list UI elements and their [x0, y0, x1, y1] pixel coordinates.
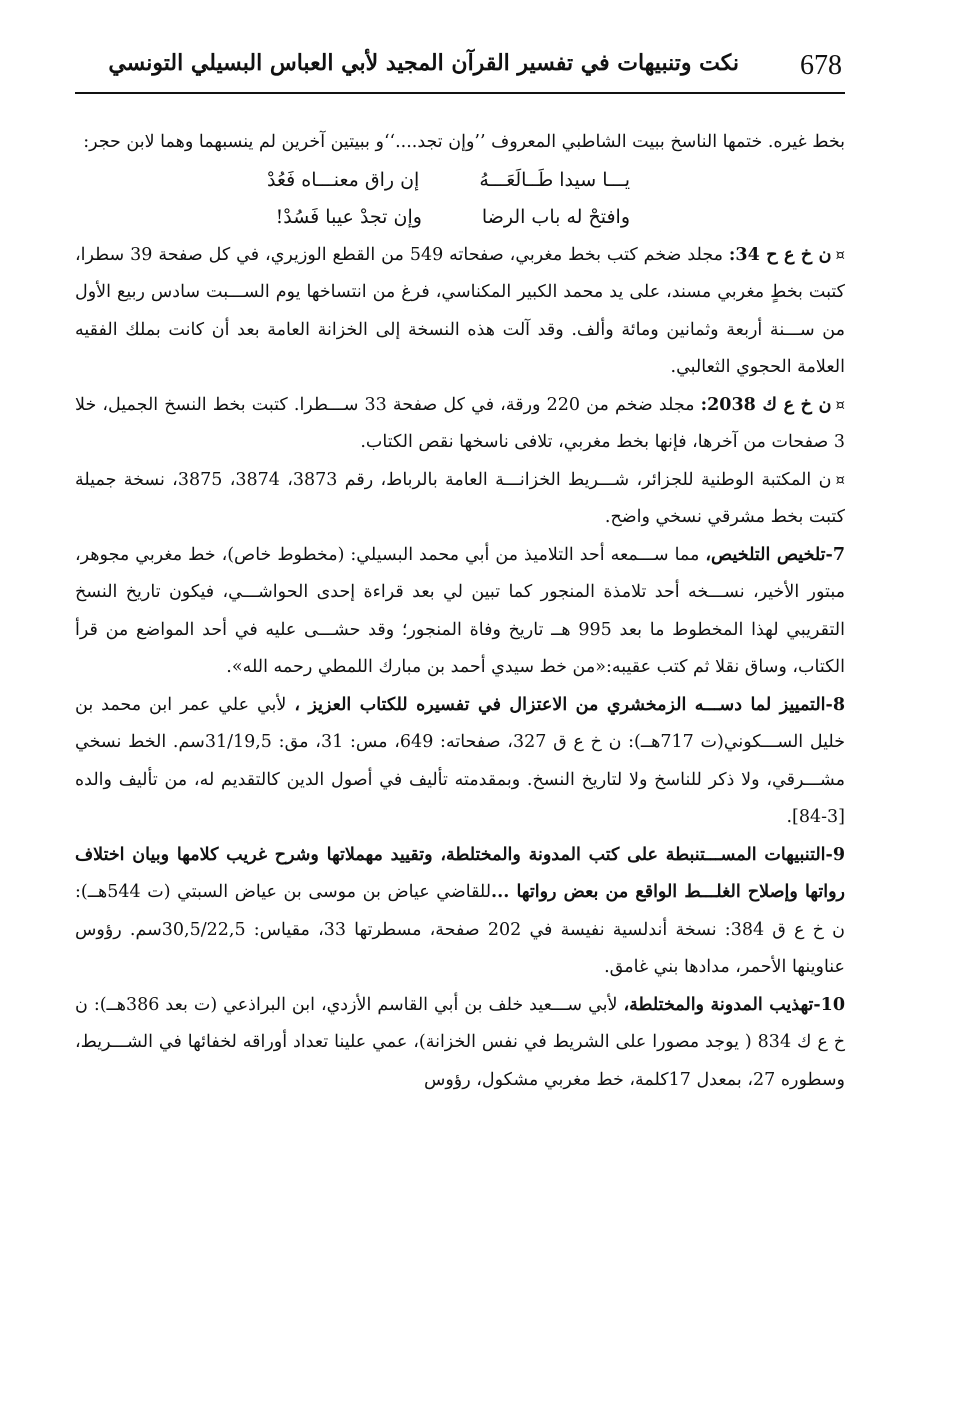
manuscript-entry [75, 237, 845, 387]
entry-heading: 10-تهذيب المدونة والمختلطة، [623, 994, 845, 1015]
header-rule [75, 92, 845, 94]
manuscript-entry [75, 387, 845, 462]
verse-hemistich: إن راق معنـــاه فَعُدْ [267, 168, 420, 191]
intro-paragraph: بخط غيره. ختمها الناسخ ببيت الشاطبي المعروف ’’وإن تجد....‘‘و ببيتين آخرين لم ينسبهما وهما لابن حجر: [83, 132, 845, 152]
entry-text: ن المكتبة الوطنية للجزائر، شـــريط الخزانـــة العامة بالرباط، رقم 3873، 3874، 3875، نسخة جميلة كتبت بخط مشرقي نسخي واضح. [75, 469, 845, 527]
entry-text: مجلد ضخم كتب بخط مغربي، صفحاته 549 من القطع الوزيري، في كل صفحة 39 سطرا، كتبت بخطٍ مغربي مسند، على يد محمد الكبير المكناسي، فرغ من انتساخها يوم الســـبت سادس ربيع الأول من ســـنة أربعة وثمانين ومائة وألف. وقد آلت هذه النسخة إلى الخزانة العامة بعد أن كانت بملك الفقيه العلامة الحجوي الثعالبي. [75, 244, 845, 377]
book-entry-7 [75, 537, 845, 687]
verse-line-2 [75, 199, 845, 237]
verse-hemistich: وإن تجدْ عيبا فَسُدْ! [275, 206, 422, 228]
entry-text: لأبي ســـعيد خلف بن أبي القاسم الأزدي، ابن البراذعي (ت بعد 386هــ): ن خ ع ك 834 ( يوجد مصورا على الشريط في نفس الخزانة)، عمي علينا تعداد أوراقه لخفائها في الشـــريط، وسطوره 27، بمعدل 17كلمة، خط مغربي مشكول، رؤوس [75, 994, 845, 1090]
entry-text: مجلد ضخم من 220 ورقة، في كل صفحة 33 ســـطرا. كتبت بخط النسخ الجميل، خلا 3 صفحات من آخرها، فإنها بخط مغربي، تلافى ناسخها نقص الكتاب. [75, 394, 845, 452]
entry-text: مما ســـمعه أحد التلاميذ من أبي محمد البسيلي: (مخطوط خاص)، خط مغربي مجوهر، مبتور الأخير، نســـخه أحد تلامذة المنجور كما تبين لي بعد قراءة إحدى الحواشـــي، فيكون تاريخ النسخ التقريبي لهذا المخطوط ما بعد 995 هــ تاريخ وفاة المنجور؛ وقد حشـــى عليه في أحد المواضع من قرأ الكتاب، وساق نقلا ثم كتب عقيبه:«من خط سيدي أحمد بن مبارك اللمطي رحمه الله». [75, 544, 845, 677]
entry-heading: 7-تلخيص التلخيص، [705, 544, 845, 565]
verse-hemistich: وافتحْ له باب الرضا [481, 206, 630, 228]
book-entry-10 [75, 987, 845, 1100]
entry-heading: ن خ ع ك 2038: [700, 394, 832, 415]
entry-heading: 8-التمييز لما دســـه الزمخشري من الاعتزال في تفسيره للكتاب العزيز ، [294, 694, 845, 715]
running-head: نكت وتنبيهات في تفسير القرآن المجيد لأبي العباس البسيلي التونسي [108, 50, 739, 76]
page-number: 678 [800, 50, 842, 81]
entry-text: لأبي علي عمر ابن محمد بن خليل الســـكوني(ت 717هــ): ن خ ع ق 327، صفحاته: 649، مس: 31، مق: 31/19,5سم. الخط نسخي مشـــرقي، ولا ذكر للناسخ ولا لتاريخ النسخ. وبمقدمته تأليف في أصول الدين كالتقديم له، من تأليف والده [3-84]. [75, 694, 846, 827]
book-entry-8 [75, 687, 845, 837]
book-entry-9 [75, 837, 845, 987]
verse-line-1 [75, 162, 845, 200]
entry-text: للقاضي عياض بن موسى بن عياض السبتي (ت 544هــ): ن خ ع ق 384: نسخة أندلسية نفيسة في 202 صفحة، مسطرتها 33، مقياس: 30,5/22,5سم. رؤوس عناوينها الأحمر، مدادها بني غامق. [75, 882, 845, 977]
body-text [75, 124, 845, 1099]
bullet-mark-icon: ¤ [835, 470, 845, 489]
manuscript-entry [75, 462, 845, 537]
bullet-mark-icon: ¤ [835, 245, 846, 264]
entry-heading: 9-التنبيهات المســـتنبطة على كتب المدونة والمختلطة، وتقييد مهملاتها وشرح غريب كلامها وبيان اختلاف رواتها وإصلاح الغلـــط الواقع من بعض رواتها ... [75, 844, 845, 902]
bullet-mark-icon: ¤ [835, 395, 846, 414]
entry-heading: ن خ ع ح 34: [728, 244, 832, 265]
verse-hemistich: يـــا سيدا طَــالَعَـــهُ [479, 168, 630, 191]
